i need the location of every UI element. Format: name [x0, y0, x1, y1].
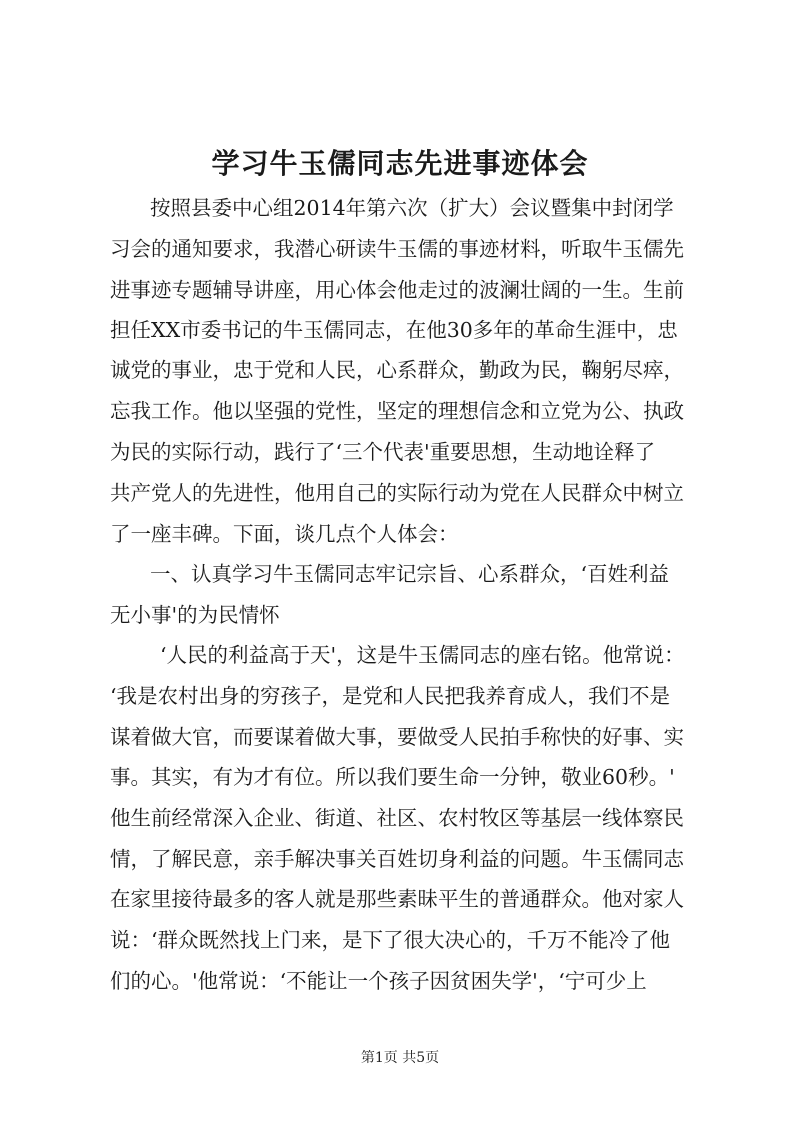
body-line: 他生前经常深入企业、街道、社区、农村牧区等基层一线体察民 [110, 806, 684, 830]
page-footer: 第1页 共5页 [360, 1050, 440, 1066]
body-line: 按照县委中心组2014年第六次（扩大）会议暨集中封闭学 [150, 196, 674, 220]
body-line: ‘我是农村出身的穷孩子，是党和人民把我养育成人，我们不是 [110, 684, 671, 708]
body-line: 谋着做大官，而要谋着做大事，要做受人民拍手称快的好事、实 [110, 725, 684, 749]
body-line: 事。其实，有为才有位。所以我们要生命一分钟，敬业60秒。' [110, 765, 675, 789]
body-line: 情，了解民意，亲手解决事关百姓切身利益的问题。牛玉儒同志 [110, 847, 684, 871]
body-line: 在家里接待最多的客人就是那些素昧平生的普通群众。他对家人 [110, 887, 684, 911]
body-line: ‘人民的利益高于天'，这是牛玉儒同志的座右铭。他常说： [160, 643, 685, 667]
body-line: 习会的通知要求，我潜心研读牛玉儒的事迹材料，听取牛玉儒先 [110, 237, 684, 261]
body-line: 忘我工作。他以坚强的党性，坚定的理想信念和立党为公、执政 [110, 399, 684, 423]
body-line: 为民的实际行动，践行了‘三个代表'重要思想，生动地诠释了 [110, 440, 656, 464]
section-heading-line: 一、认真学习牛玉儒同志牢记宗旨、心系群众，‘百姓利益 [150, 562, 670, 586]
body-line: 担任XX市委书记的牛玉儒同志，在他30多年的革命生涯中，忠 [110, 318, 678, 342]
body-line: 进事迹专题辅导讲座，用心体会他走过的波澜壮阔的一生。生前 [110, 278, 684, 302]
body-line: 说：‘群众既然找上门来，是下了很大决心的，千万不能冷了他 [110, 928, 671, 952]
body-line: 们的心。'他常说：‘不能让一个孩子因贫困失学'，‘宁可少上 [110, 969, 647, 993]
body-line: 了一座丰碑。下面，谈几点个人体会： [110, 522, 459, 546]
document-title: 学习牛玉儒同志先进事迹体会 [211, 147, 589, 180]
section-heading-line: 无小事'的为民情怀 [110, 603, 280, 627]
body-line: 共产党人的先进性，他用自己的实际行动为党在人民群众中树立 [110, 481, 684, 505]
body-line: 诚党的事业，忠于党和人民，心系群众，勤政为民，鞠躬尽瘁， [110, 358, 684, 382]
